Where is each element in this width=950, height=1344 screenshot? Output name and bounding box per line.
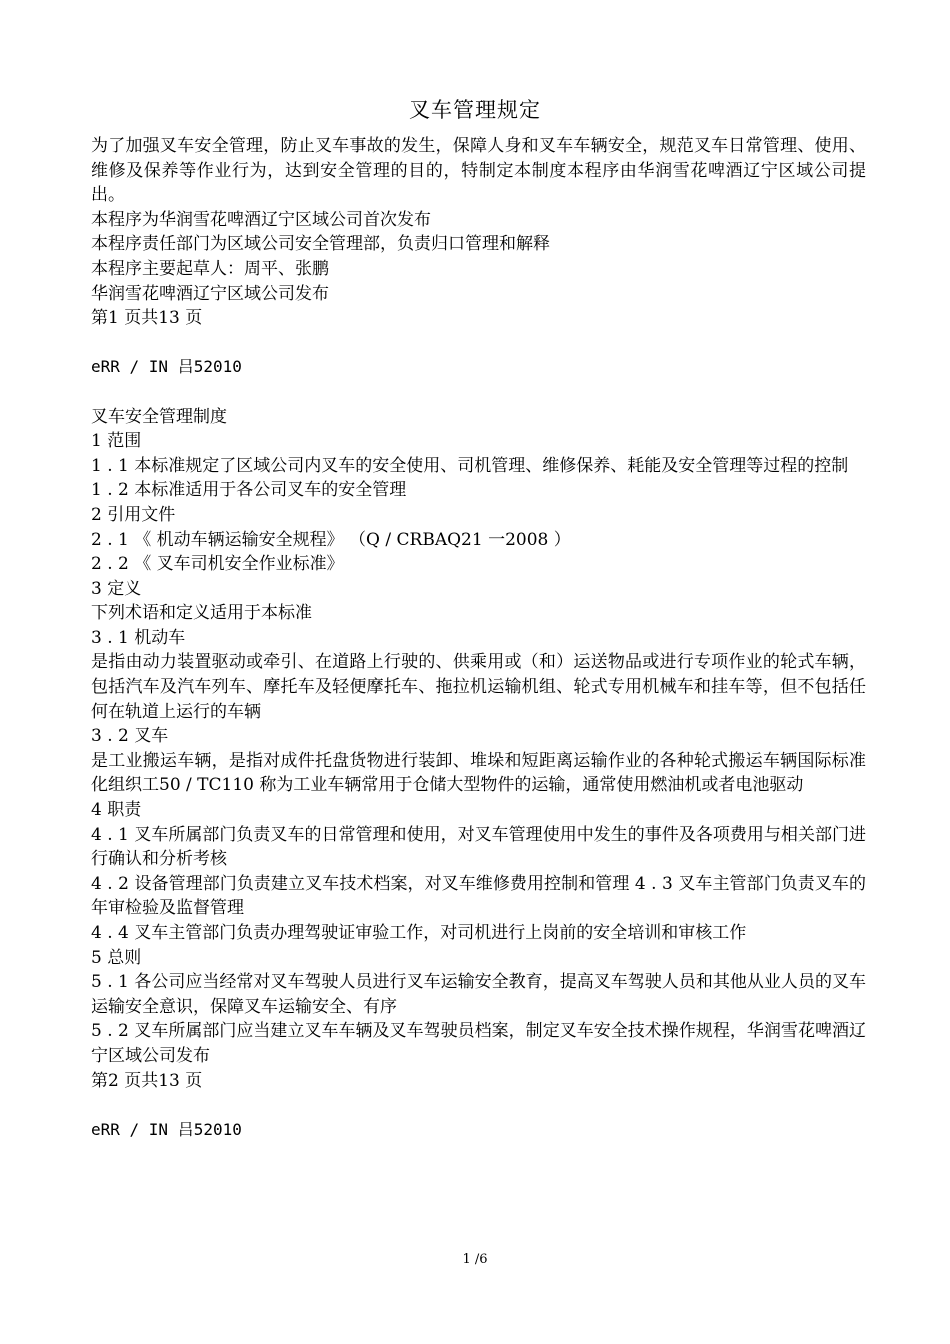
section-heading: 1 范围 (91, 431, 142, 452)
paragraph-publisher: 华润雪花啤酒辽宁区域公司发布 (91, 283, 329, 304)
definition-paragraph: 是工业搬运车辆，是指对成件托盘货物进行装卸、堆垛和短距离运输作业的各种轮式搬运车辆国际标准化组织工50 / TC110 称为工业车辆常用于仓储大型物件的运输，通常使用燃油机或者电池驱动 (91, 750, 866, 796)
blank-line (91, 1093, 866, 1118)
paragraph-release: 本程序为华润雪花啤酒辽宁区域公司首次发布 (91, 209, 431, 230)
clause-paragraph: 下列术语和定义适用于本标准 (91, 603, 312, 624)
blank-line (91, 331, 866, 356)
page-number-line: 第2 页共13 页 (91, 1070, 203, 1091)
section-heading: 4 职责 (91, 800, 142, 821)
clause-paragraph: 5 . 2 叉车所属部门应当建立叉车车辆及叉车驾驶员档案，制定叉车安全技术操作规程，华润雪花啤酒辽宁区域公司发布 (91, 1021, 866, 1066)
clause-paragraph: 4 . 2 设备管理部门负责建立叉车技术档案，对叉车维修费用控制和管理 4 . 3 叉车主管部门负责叉车的年审检验及监督管理 (91, 873, 866, 919)
paragraph-drafters: 本程序主要起草人：周平、张鹏 (91, 258, 329, 279)
clause-paragraph: 4 . 1 叉车所属部门负责叉车的日常管理和使用，对叉车管理使用中发生的事件及各项费用与相关部门进行确认和分析考核 (91, 824, 866, 870)
clause-paragraph: 2 . 2 《 叉车司机安全作业标准》 (91, 554, 344, 575)
page-number-line: 第1 页共13 页 (91, 308, 203, 329)
section-heading: 3 定义 (91, 578, 142, 599)
paragraph-responsibility: 本程序责任部门为区域公司安全管理部，负责归口管理和解释 (91, 234, 550, 255)
clause-paragraph: 3 . 1 机动车 (91, 627, 186, 648)
section-heading: 叉车安全管理制度 (91, 406, 227, 427)
clause-paragraph: 4 . 4 叉车主管部门负责办理驾驶证审验工作，对司机进行上岗前的安全培训和审核工作 (91, 923, 747, 943)
clause-paragraph: 5 . 1 各公司应当经常对叉车驾驶人员进行叉车运输安全教育，提高叉车驾驶人员和其他从业人员的叉车运输安全意识，保障叉车运输安全、有序 (91, 972, 866, 1017)
document-body (91, 134, 866, 1142)
document-title: 叉车管理规定 (409, 98, 541, 122)
definition-paragraph: 是指由动力装置驱动或牵引、在道路上行驶的、供乘用或（和）运送物品或进行专项作业的轮式车辆，包括汽车及汽车列车、摩托车及轻便摩托车、拖拉机运输机组、轮式专用机械车和挂车等，但不包括任何在轨道上运行的车辆 (91, 652, 866, 722)
section-heading: 2 引用文件 (91, 504, 176, 525)
clause-paragraph: 1 . 2 本标准适用于各公司叉车的安全管理 (91, 480, 407, 501)
clause-paragraph: 1 . 1 本标准规定了区域公司内叉车的安全使用、司机管理、维修保养、耗能及安全管理等过程的控制 (91, 455, 849, 476)
clause-paragraph: 2 . 1 《 机动车辆运输安全规程》 （Q / CRBAQ21 一2008 ） (91, 529, 571, 550)
clause-paragraph: 3 . 2 叉车 (91, 726, 169, 747)
paragraph-intro: 为了加强叉车安全管理，防止叉车事故的发生，保障人身和叉车车辆安全，规范叉车日常管理、使用、维修及保养等作业行为，达到安全管理的目的，特制定本制度本程序由华润雪花啤酒辽宁区域公司提出。 (91, 136, 866, 206)
doc-code-line: eRR / IN 吕52010 (91, 1119, 242, 1139)
doc-code-line: eRR / IN 吕52010 (91, 357, 242, 377)
blank-line (91, 380, 866, 405)
page-indicator: 1 /6 (462, 1252, 488, 1267)
section-heading: 5 总则 (91, 947, 142, 968)
